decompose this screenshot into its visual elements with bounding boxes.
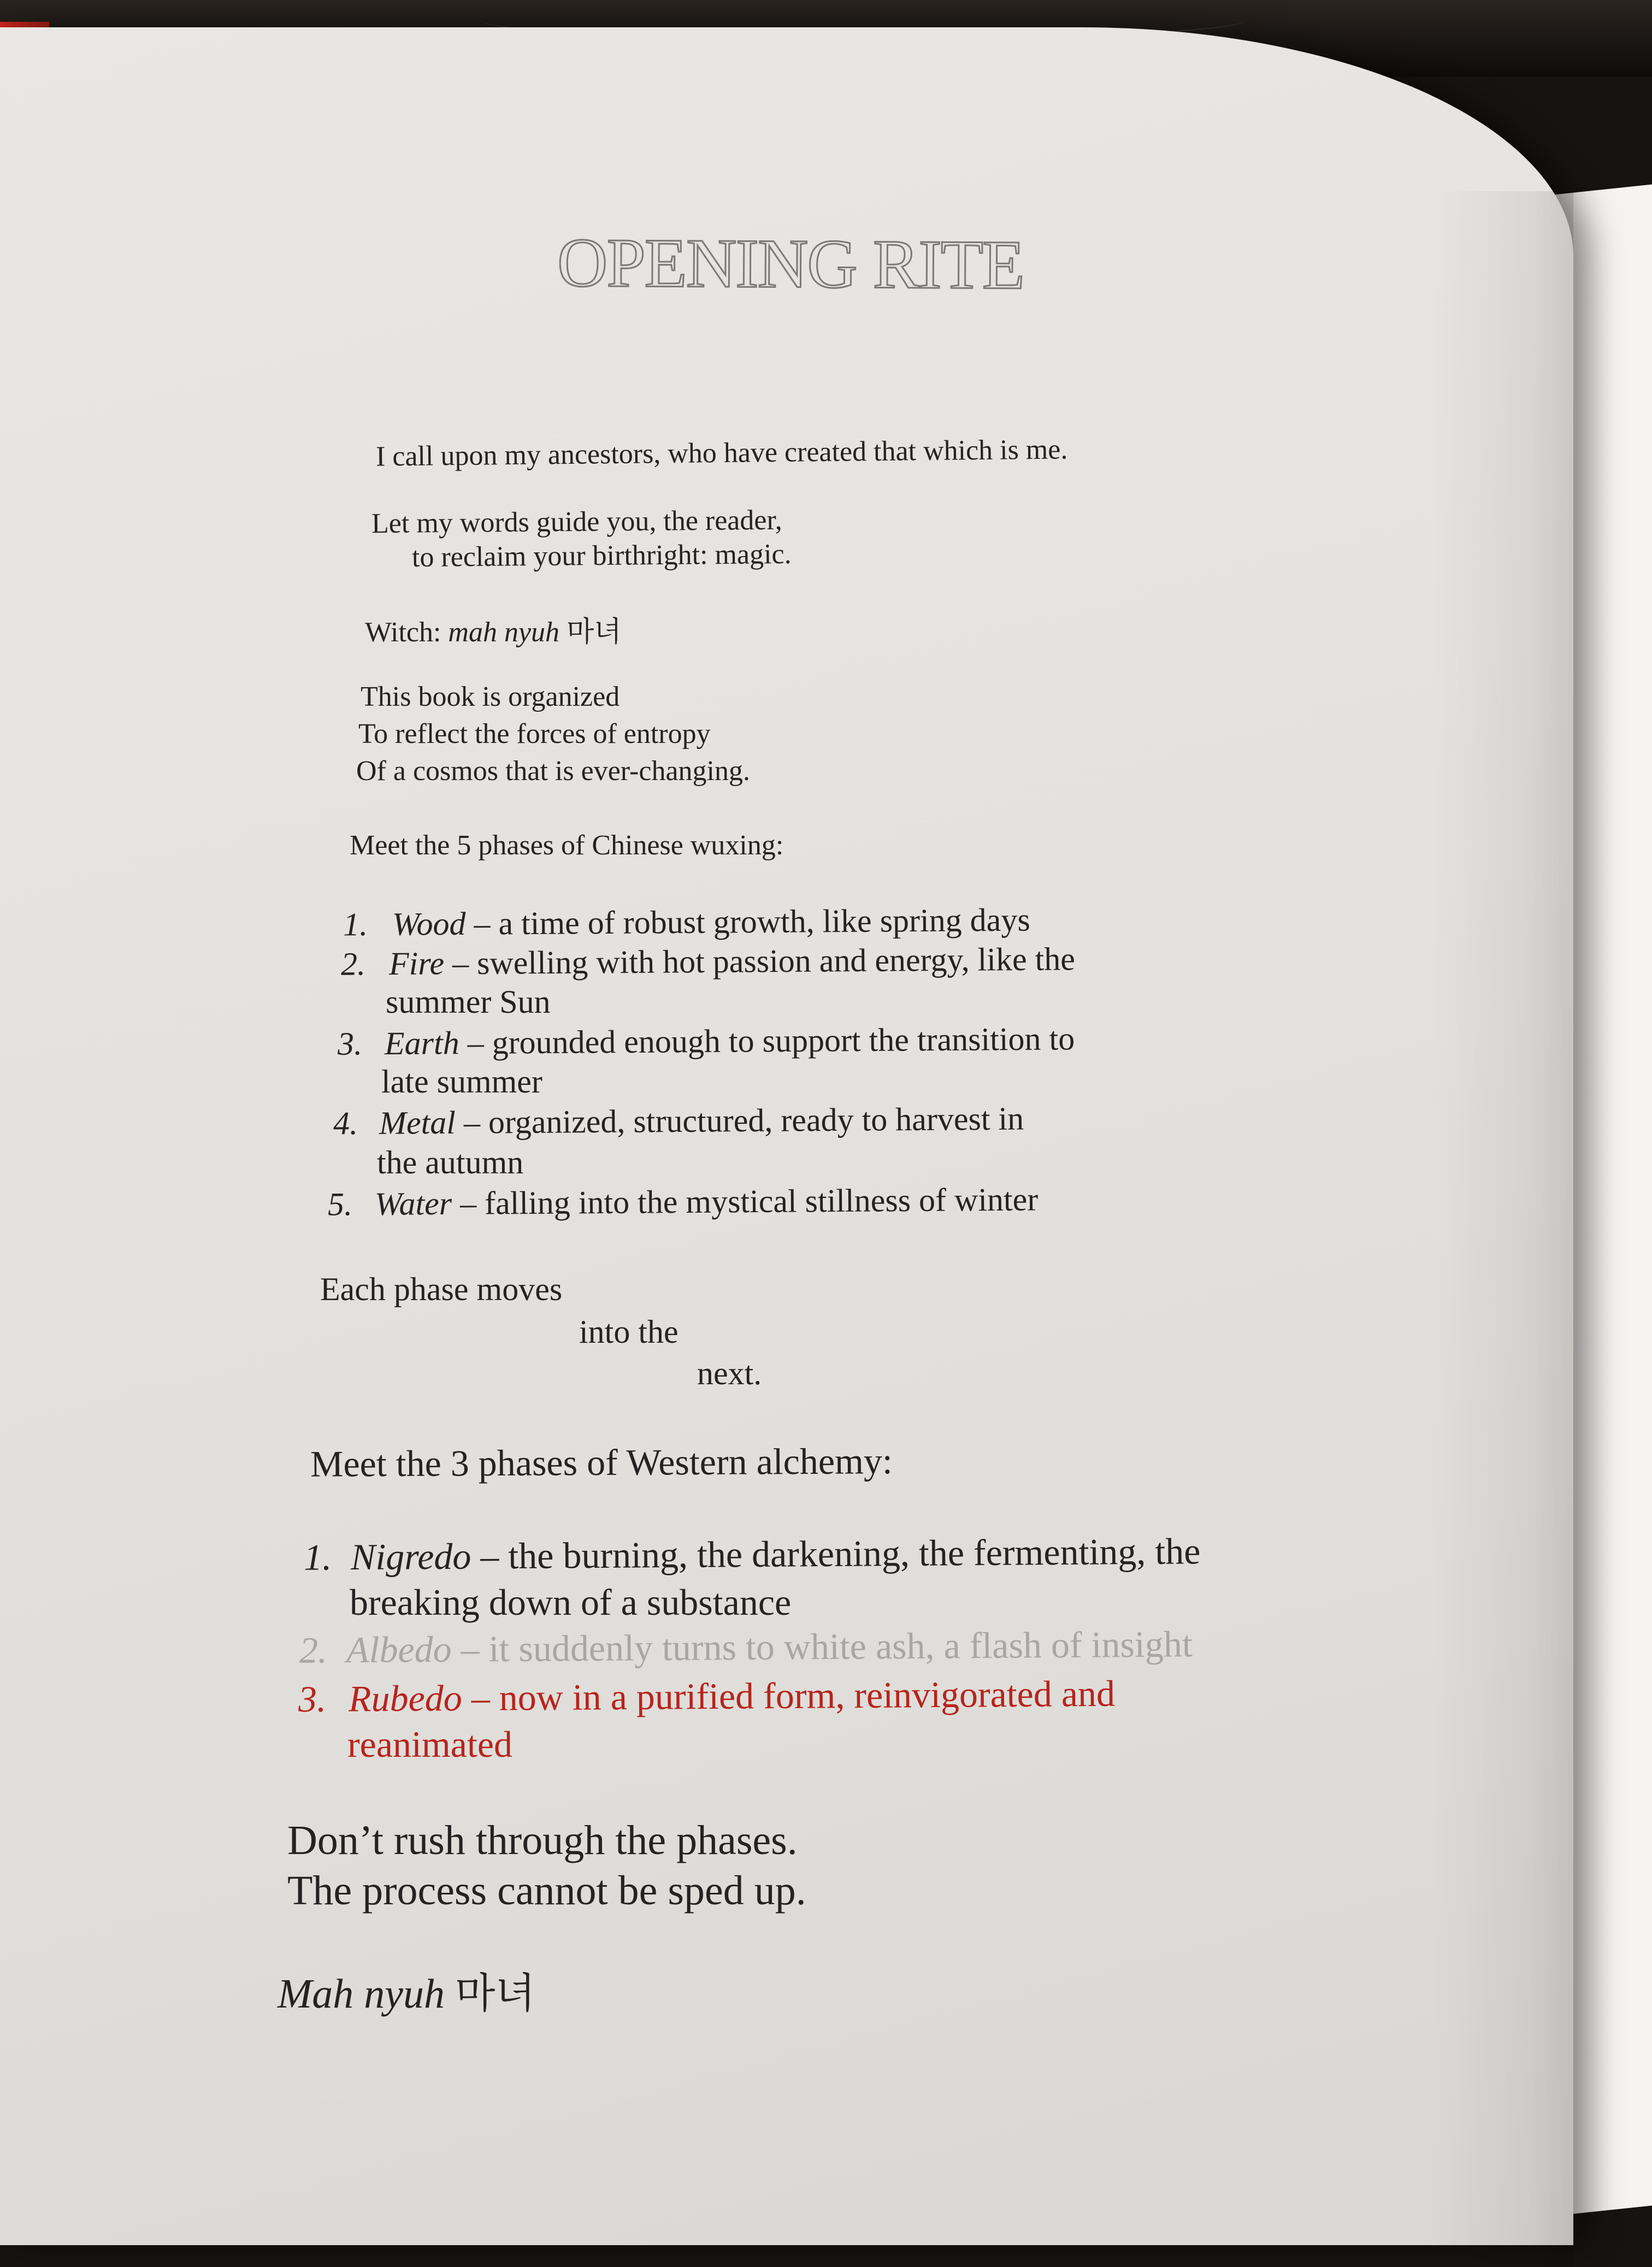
alchemy-item-name: Albedo [346,1628,452,1671]
wuxing-item [333,1100,1024,1143]
wuxing-item-name: Fire [388,945,445,982]
witch-label: Witch: [365,617,441,648]
signature-hangul: 마녀 [455,1971,535,2017]
organized-line-3: Of a cosmos that is ever-changing. [356,755,750,787]
closing-line-2: The process cannot be sped up. [287,1868,806,1914]
organized-line-1: This book is organized [361,681,620,712]
wuxing-item-number: 3. [337,1025,363,1062]
signature-romanized: Mah nyuh [278,1971,445,2017]
wuxing-item-number: 2. [340,946,366,982]
wuxing-item-continuation: late summer [381,1064,542,1100]
wuxing-item-continuation: summer Sun [386,984,551,1020]
wuxing-item-text: – grounded enough to support the transition to [459,1020,1075,1061]
wuxing-item-text: – a time of robust growth, like spring days [465,901,1030,942]
alchemy-item-albedo [299,1622,1193,1672]
intro-guide-line-2: to reclaim your birthright: magic. [411,538,792,574]
wuxing-heading: Meet the 5 phases of Chinese wuxing: [350,830,784,861]
wuxing-item-number: 5. [327,1186,353,1223]
wuxing-item-text: – organized, structured, ready to harvest in [455,1100,1024,1141]
witch-hangul: 마녀 [567,617,622,648]
each-phase-line-1: Each phase moves [320,1271,563,1307]
wuxing-item-name: Metal [379,1104,456,1141]
wuxing-item-number: 1. [343,906,368,943]
alchemy-item-name: Rubedo [348,1677,462,1720]
wuxing-item [343,901,1030,944]
each-phase-line-3: next. [697,1355,762,1391]
alchemy-item-text: – the burning, the darkening, the fermenting, the [471,1530,1201,1577]
wuxing-item-name: Water [374,1185,452,1222]
alchemy-item-number: 1. [303,1536,332,1578]
page-title: OPENING RITE [557,223,1024,304]
alchemy-item [304,1530,1201,1579]
alchemy-heading: Meet the 3 phases of Western alchemy: [310,1440,893,1485]
alchemy-item-text: – now in a purified form, reinvigorated and [462,1672,1116,1719]
wuxing-item-name: Earth [384,1025,459,1062]
wuxing-item [341,940,1075,983]
wuxing-item-continuation: the autumn [377,1144,524,1180]
signature [278,1960,535,2020]
wuxing-item-text: – falling into the mystical stillness of winter [451,1181,1039,1221]
alchemy-item-text: – it suddenly turns to white ash, a flash of insight [451,1623,1193,1670]
closing-line-1: Don’t rush through the phases. [287,1817,798,1863]
alchemy-item-continuation: breaking down of a substance [350,1581,792,1623]
intro-ancestors: I call upon my ancestors, who have created that which is me. [375,434,1068,473]
alchemy-item-name: Nigredo [350,1535,471,1578]
intro-guide-line-1: Let my words guide you, the reader, [371,504,782,540]
wuxing-item-number: 4. [333,1105,358,1142]
witch-romanized: mah nyuh [448,617,560,648]
organized-line-2: To reflect the forces of entropy [358,718,711,749]
wuxing-item [328,1180,1039,1223]
witch-line [365,609,622,650]
wuxing-item [338,1020,1075,1062]
alchemy-item-rubedo [298,1672,1116,1721]
alchemy-item-number: 2. [299,1629,328,1671]
wuxing-item-text: – swelling with hot passion and energy, like the [444,941,1076,982]
wuxing-item-name: Wood [392,905,466,942]
alchemy-item-continuation: reanimated [347,1723,513,1765]
each-phase-line-2: into the [579,1314,678,1350]
alchemy-item-number: 3. [298,1678,327,1720]
